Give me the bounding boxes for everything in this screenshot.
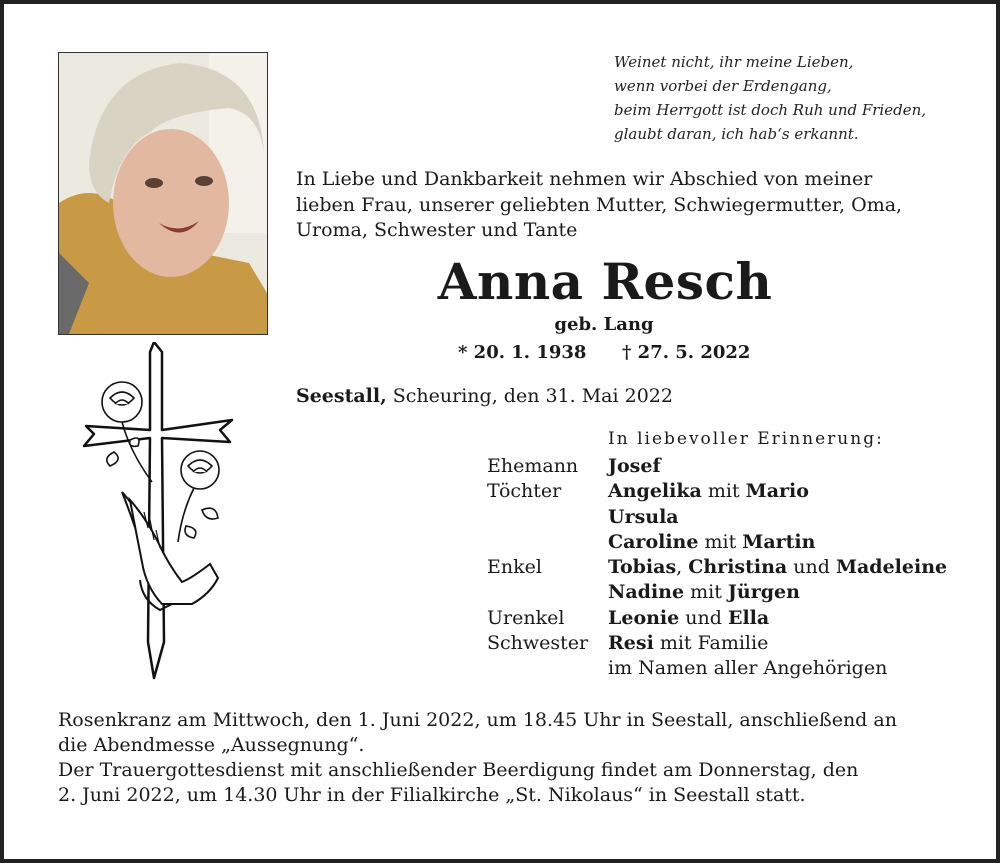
family-relation-label: Töchter xyxy=(487,480,562,503)
family-member-name: Resi xyxy=(608,632,654,655)
family-member-name: Angelika xyxy=(608,480,702,503)
place-date xyxy=(296,385,673,407)
service-details xyxy=(58,708,978,808)
service-line: Rosenkranz am Mittwoch, den 1. Juni 2022, um 18.45 Uhr in Seestall, anschließend an xyxy=(58,709,897,731)
family-connector: und xyxy=(679,606,728,629)
intro-line: In Liebe und Dankbarkeit nehmen wir Abschied von meiner xyxy=(296,168,873,190)
family-member-name: Leonie xyxy=(608,606,680,629)
service-line: Der Trauergottesdienst mit anschließender Beerdigung findet am Donnerstag, den xyxy=(58,759,859,781)
family-connector: mit Familie xyxy=(653,632,769,655)
family-relation-label xyxy=(487,505,588,530)
family-member-name: Caroline xyxy=(608,530,699,553)
deceased-name: Anna Resch xyxy=(437,252,773,311)
family-connector: und xyxy=(787,556,836,579)
family-connector: im Namen aller Angehörigen xyxy=(608,657,888,680)
family-member-name: Madeleine xyxy=(835,556,948,579)
family-member-name: Nadine xyxy=(608,581,685,604)
family-relation-label: Enkel xyxy=(487,556,542,579)
poem-line: glaubt daran, ich hab‘s erkannt. xyxy=(614,125,859,143)
family-member-name: Ursula xyxy=(608,505,679,528)
family-member-name: Ella xyxy=(727,606,770,629)
poem-line: beim Herrgott ist doch Ruh und Frieden, xyxy=(614,101,927,119)
service-line: 2. Juni 2022, um 14.30 Uhr in der Filialkirche „St. Nikolaus“ in Seestall statt. xyxy=(58,784,806,806)
family-member-names xyxy=(608,656,947,681)
poem-line: Weinet nicht, ihr meine Lieben, xyxy=(614,53,854,71)
family-member-names xyxy=(608,479,947,504)
family-heading: In liebevoller Erinnerung: xyxy=(608,429,884,449)
cross-roses-praying-hands-icon xyxy=(82,342,242,682)
intro-text xyxy=(296,167,976,244)
family-member-name: Mario xyxy=(745,480,809,503)
family-member-name: Josef xyxy=(608,455,661,477)
family-connector: mit xyxy=(698,530,743,553)
family-member-name: Christina xyxy=(688,556,788,579)
family-member-names xyxy=(608,530,947,555)
family-member-name: Tobias xyxy=(608,556,677,579)
family-connector: , xyxy=(676,556,689,579)
family-relation-label: Ehemann xyxy=(487,455,579,477)
family-connector: mit xyxy=(684,581,728,604)
family-connector: mit xyxy=(701,480,746,503)
family-relation-label xyxy=(487,656,588,681)
death-date: † 27. 5. 2022 xyxy=(622,342,751,363)
family-member-names xyxy=(608,580,947,605)
family-member-names xyxy=(608,631,947,656)
poem xyxy=(614,50,984,146)
family-relation-label: Schwester xyxy=(487,632,589,655)
service-line: die Abendmesse „Aussegnung“. xyxy=(58,734,365,756)
intro-line: Uroma, Schwester und Tante xyxy=(296,219,578,241)
place-date-rest: Scheuring, den 31. Mai 2022 xyxy=(386,385,673,407)
intro-line: lieben Frau, unserer geliebten Mutter, Schwiegermutter, Oma, xyxy=(296,193,903,216)
birth-date: * 20. 1. 1938 xyxy=(458,342,587,363)
poem-line: wenn vorbei der Erdengang, xyxy=(614,77,832,95)
family-relation-label: Urenkel xyxy=(487,606,565,629)
place-name: Seestall, xyxy=(296,385,387,407)
family-member-names xyxy=(608,454,947,479)
family-member-names xyxy=(608,606,947,631)
family-member-names xyxy=(608,505,947,530)
family-names xyxy=(608,454,947,682)
family-member-name: Martin xyxy=(742,530,816,553)
family-labels xyxy=(487,454,588,682)
birth-name: geb. Lang xyxy=(554,314,654,335)
family-relation-label xyxy=(487,580,588,605)
family-member-names xyxy=(608,555,947,580)
family-relation-label xyxy=(487,530,588,555)
family-member-name: Jürgen xyxy=(727,581,800,604)
